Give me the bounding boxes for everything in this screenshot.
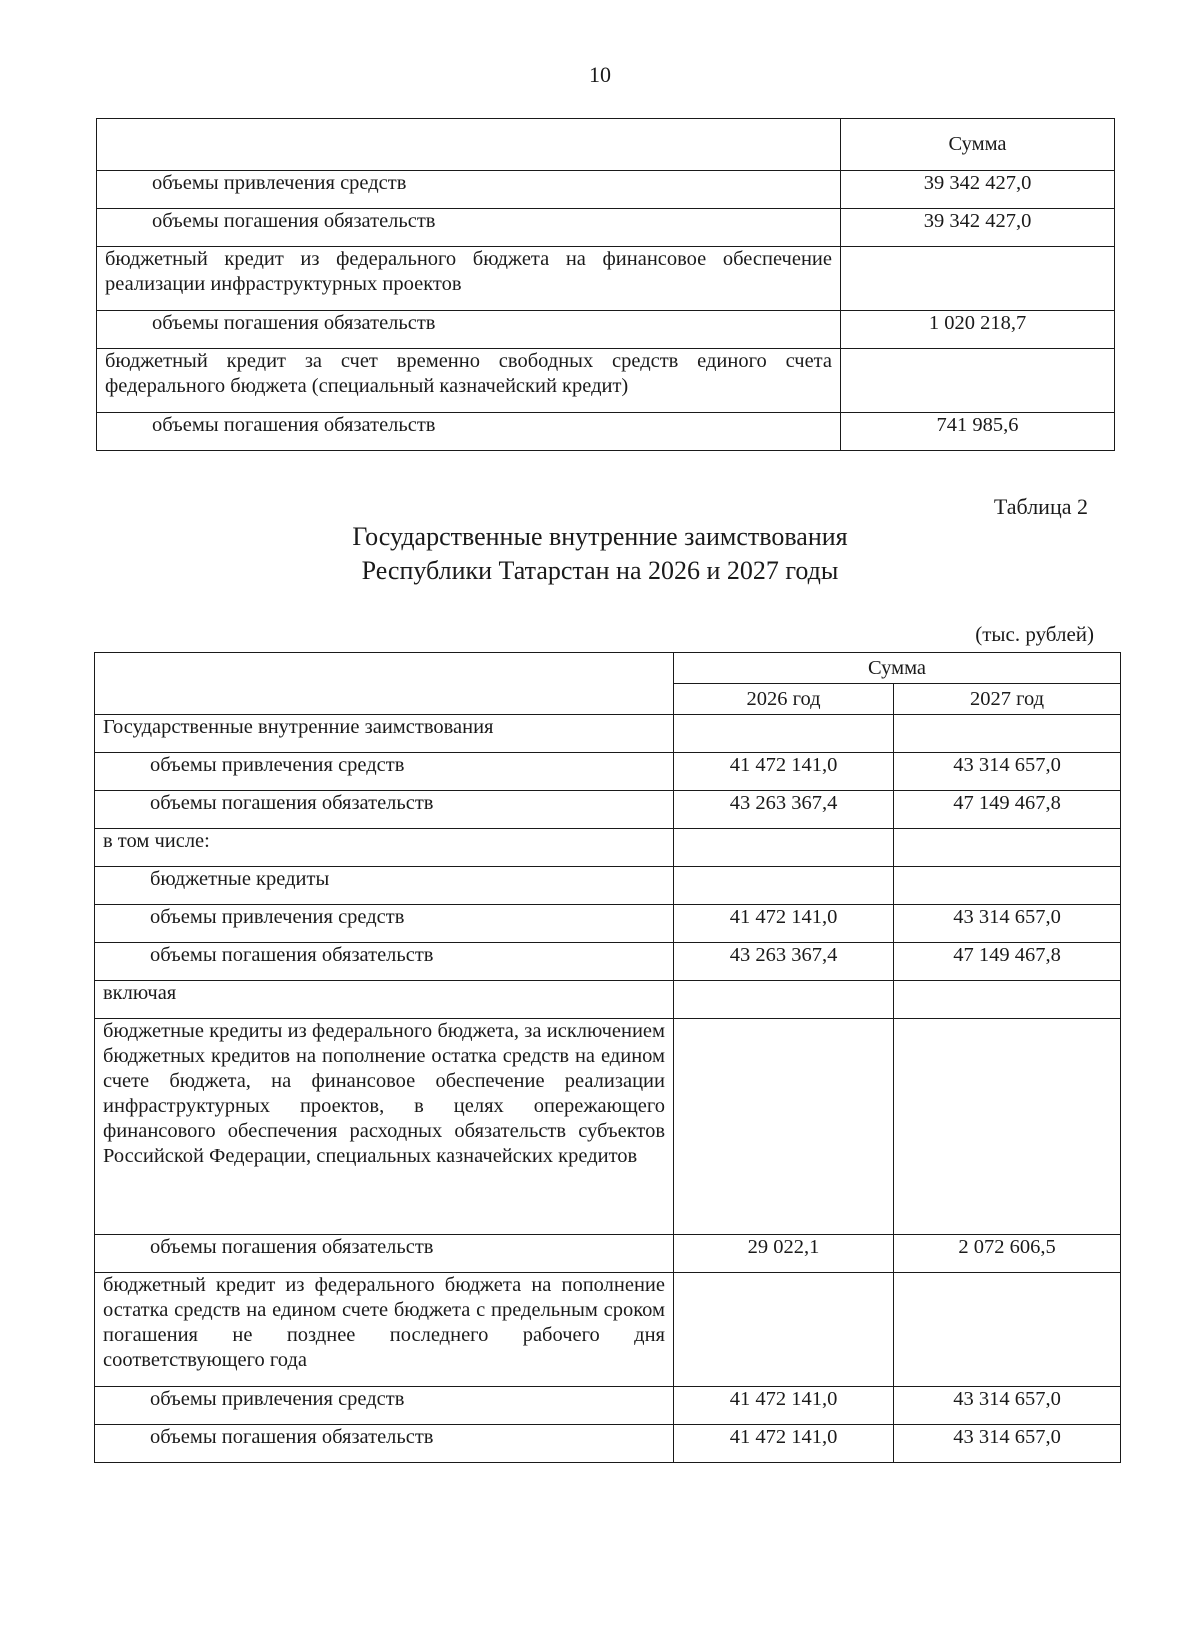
row-value xyxy=(841,349,1115,413)
row-value-2026: 41 472 141,0 xyxy=(674,1425,894,1463)
table-row xyxy=(97,171,1115,209)
table-2-units: (тыс. рублей) xyxy=(975,622,1094,646)
row-value xyxy=(841,247,1115,311)
table-row xyxy=(95,867,1121,905)
row-value-2027: 2 072 606,5 xyxy=(894,1235,1121,1273)
row-value-2027 xyxy=(894,715,1121,753)
row-value-2026 xyxy=(674,1019,894,1235)
table-row xyxy=(95,905,1121,943)
table-2 xyxy=(94,652,1121,1463)
row-value: 741 985,6 xyxy=(841,413,1115,451)
row-value-2027 xyxy=(894,981,1121,1019)
table-2-caption: Таблица 2 xyxy=(993,494,1088,519)
row-value-2027: 43 314 657,0 xyxy=(894,905,1121,943)
row-label: бюджетный кредит из федерального бюджета на финансовое обеспечение реализации инфраструктурных проектов xyxy=(97,247,841,311)
row-label: Государственные внутренние заимствования xyxy=(95,715,674,753)
row-value-2027: 47 149 467,8 xyxy=(894,791,1121,829)
row-value-2027: 47 149 467,8 xyxy=(894,943,1121,981)
row-value-2026 xyxy=(674,829,894,867)
table-1-header-row xyxy=(97,119,1115,171)
row-value: 39 342 427,0 xyxy=(841,209,1115,247)
row-label: включая xyxy=(95,981,674,1019)
table-row xyxy=(95,1019,1121,1235)
table-row xyxy=(95,1387,1121,1425)
table-row xyxy=(95,1235,1121,1273)
row-label: объемы привлечения средств xyxy=(95,905,674,943)
row-value-2027: 43 314 657,0 xyxy=(894,1387,1121,1425)
row-value-2027 xyxy=(894,829,1121,867)
row-label: бюджетные кредиты xyxy=(95,867,674,905)
row-label: объемы привлечения средств xyxy=(95,1387,674,1425)
row-value-2026 xyxy=(674,715,894,753)
table-2-header-empty-cell xyxy=(95,653,674,715)
row-label: объемы погашения обязательств xyxy=(97,209,841,247)
row-label: объемы погашения обязательств xyxy=(95,791,674,829)
row-value-2026: 41 472 141,0 xyxy=(674,905,894,943)
row-value-2026 xyxy=(674,981,894,1019)
row-label: объемы привлечения средств xyxy=(95,753,674,791)
table-row xyxy=(97,349,1115,413)
row-value-2026 xyxy=(674,1273,894,1387)
table-row xyxy=(95,1273,1121,1387)
row-value-2026: 41 472 141,0 xyxy=(674,753,894,791)
row-value-2026: 43 263 367,4 xyxy=(674,943,894,981)
row-value-2027 xyxy=(894,1019,1121,1235)
table-row xyxy=(97,209,1115,247)
table-row xyxy=(97,311,1115,349)
table-2-title xyxy=(0,520,1200,588)
table-row xyxy=(95,829,1121,867)
row-label: объемы погашения обязательств xyxy=(95,1425,674,1463)
row-value: 1 020 218,7 xyxy=(841,311,1115,349)
table-2-header-sum: Сумма xyxy=(674,653,1121,684)
row-label: бюджетный кредит из федерального бюджета на пополнение остатка средств на едином счете бюджета с предельным сроком погашения не позднее последнего рабочего дня соответствующего года xyxy=(95,1273,674,1387)
row-label: бюджетный кредит за счет временно свободных средств единого счета федерального бюджета (специальный казначейский кредит) xyxy=(97,349,841,413)
row-label: бюджетные кредиты из федерального бюджета, за исключением бюджетных кредитов на пополнение остатка средств на едином счете бюджета, на финансовое обеспечение реализации инфраструктурных проектов, в целях опережающего финансового обеспечения расходных обязательств субъектов Российской Федерации, специальных казначейских кредитов xyxy=(95,1019,674,1235)
row-value: 39 342 427,0 xyxy=(841,171,1115,209)
table-1-header-sum: Сумма xyxy=(841,119,1115,171)
table-2-header-2027: 2027 год xyxy=(894,684,1121,715)
table-row xyxy=(95,1425,1121,1463)
row-value-2027 xyxy=(894,1273,1121,1387)
row-value-2026: 41 472 141,0 xyxy=(674,1387,894,1425)
row-label: в том числе: xyxy=(95,829,674,867)
row-label: объемы погашения обязательств xyxy=(97,413,841,451)
row-value-2026 xyxy=(674,867,894,905)
table-2-header-2026: 2026 год xyxy=(674,684,894,715)
table-1-header-empty-cell xyxy=(97,119,841,171)
row-value-2027 xyxy=(894,867,1121,905)
row-value-2027: 43 314 657,0 xyxy=(894,1425,1121,1463)
row-label: объемы погашения обязательств xyxy=(97,311,841,349)
row-value-2026: 43 263 367,4 xyxy=(674,791,894,829)
table-2-header-row xyxy=(95,653,1121,684)
table-2-title-line-2: Республики Татарстан на 2026 и 2027 годы xyxy=(361,556,839,585)
table-row xyxy=(95,753,1121,791)
row-value-2027: 43 314 657,0 xyxy=(894,753,1121,791)
row-value-2026: 29 022,1 xyxy=(674,1235,894,1273)
table-row xyxy=(97,413,1115,451)
table-row xyxy=(95,943,1121,981)
row-label: объемы привлечения средств xyxy=(97,171,841,209)
row-label: объемы погашения обязательств xyxy=(95,943,674,981)
table-row xyxy=(95,715,1121,753)
table-2-title-line-1: Государственные внутренние заимствования xyxy=(352,522,848,551)
row-label: объемы погашения обязательств xyxy=(95,1235,674,1273)
table-row xyxy=(95,981,1121,1019)
table-row xyxy=(95,791,1121,829)
table-1 xyxy=(96,118,1115,451)
table-row xyxy=(97,247,1115,311)
page-number: 10 xyxy=(589,62,611,87)
